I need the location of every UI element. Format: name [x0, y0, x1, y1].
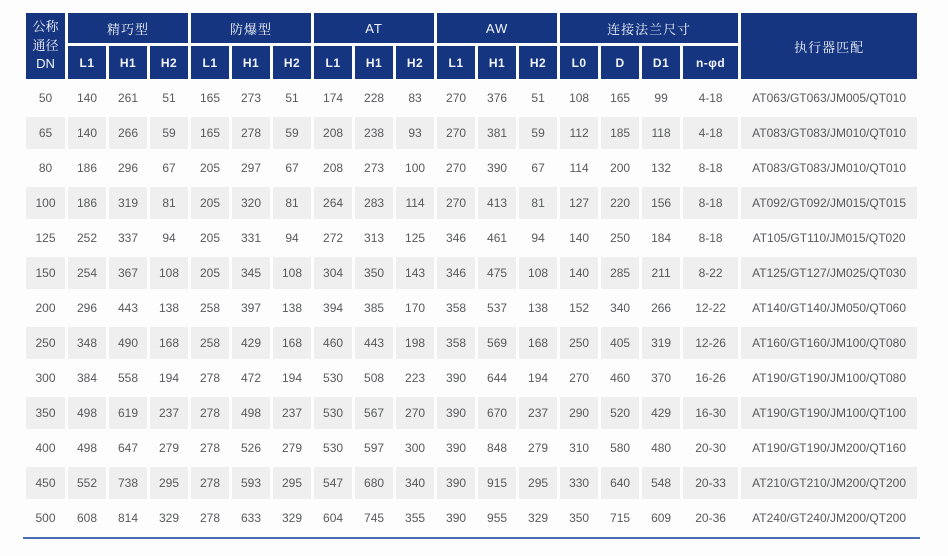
valve-spec-table [23, 10, 920, 537]
value-cell: 304 [314, 257, 352, 289]
col-flange-nphid: n-φd [683, 46, 738, 79]
dn-cell: 300 [35, 371, 56, 385]
value-cell: 569 [478, 327, 516, 359]
value-cell: 168 [273, 327, 311, 359]
table-row [26, 397, 917, 429]
value-cell: 4-18 [683, 117, 738, 149]
table-row [26, 327, 917, 359]
value-cell: 250 [610, 231, 631, 245]
value-cell: 194 [528, 371, 549, 385]
value-cell: 125 [405, 231, 426, 245]
value-cell: 140 [68, 117, 106, 149]
table-row [26, 152, 917, 184]
value-cell: 16-30 [683, 397, 738, 429]
dn-cell: 150 [26, 257, 65, 289]
value-cell: 108 [273, 257, 311, 289]
value-cell: 390 [446, 511, 467, 525]
value-cell: 208 [323, 161, 344, 175]
value-cell: 460 [610, 371, 631, 385]
value-cell: 108 [519, 257, 557, 289]
table-row [26, 502, 917, 534]
value-cell: 223 [405, 371, 426, 385]
actuator-cell: AT083/GT083/JM010/QT010 [741, 117, 917, 149]
value-cell: 266 [651, 301, 672, 315]
value-cell: 272 [323, 231, 344, 245]
value-cell: 358 [437, 327, 475, 359]
value-cell: 51 [162, 91, 176, 105]
value-cell: 258 [200, 301, 221, 315]
col-compact-h2: H2 [150, 46, 188, 79]
dn-line-1: 公称 [32, 18, 59, 34]
col-explosion-h2: H2 [273, 46, 311, 79]
col-header-dn [26, 13, 65, 79]
col-aw-h1: H1 [478, 46, 516, 79]
value-cell: 394 [323, 301, 344, 315]
value-cell: 278 [200, 371, 221, 385]
value-cell: 270 [569, 371, 590, 385]
actuator-cell: AT210/GT210/JM200/QT200 [741, 467, 917, 499]
value-cell: 132 [651, 161, 672, 175]
value-cell: 67 [531, 161, 545, 175]
value-cell: 597 [364, 441, 385, 455]
dn-cell: 65 [26, 117, 65, 149]
value-cell: 168 [519, 327, 557, 359]
value-cell: 508 [364, 371, 385, 385]
value-cell: 552 [68, 467, 106, 499]
value-cell: 345 [232, 257, 270, 289]
value-cell: 367 [109, 257, 147, 289]
value-cell: 205 [191, 257, 229, 289]
value-cell: 320 [232, 187, 270, 219]
col-group-explosion-proof: 防爆型 [191, 13, 311, 43]
actuator-cell: AT105/GT110/JM015/QT020 [752, 231, 906, 245]
dn-cell: 400 [35, 441, 56, 455]
col-group-aw: AW [437, 13, 557, 43]
value-cell: 390 [437, 397, 475, 429]
value-cell: 413 [478, 187, 516, 219]
value-cell: 205 [200, 231, 221, 245]
value-cell: 490 [109, 327, 147, 359]
value-cell: 100 [405, 161, 426, 175]
value-cell: 165 [191, 117, 229, 149]
value-cell: 59 [519, 117, 557, 149]
value-cell: 278 [200, 511, 221, 525]
value-cell: 186 [68, 187, 106, 219]
value-cell: 593 [232, 467, 270, 499]
col-group-compact: 精巧型 [68, 13, 188, 43]
value-cell: 385 [364, 301, 385, 315]
value-cell: 715 [610, 511, 631, 525]
value-cell: 350 [569, 511, 590, 525]
value-cell: 498 [232, 397, 270, 429]
value-cell: 340 [396, 467, 434, 499]
dn-cell: 450 [26, 467, 65, 499]
value-cell: 346 [446, 231, 467, 245]
value-cell: 567 [355, 397, 393, 429]
actuator-cell: AT083/GT083/JM010/QT010 [752, 161, 907, 175]
value-cell: 290 [560, 397, 598, 429]
value-cell: 270 [446, 161, 467, 175]
value-cell: 20-33 [683, 467, 738, 499]
table-row [26, 82, 917, 114]
dn-cell: 250 [26, 327, 65, 359]
value-cell: 258 [191, 327, 229, 359]
table-body [26, 82, 917, 534]
value-cell: 340 [610, 301, 631, 315]
value-cell: 4-18 [698, 91, 723, 105]
value-cell: 604 [323, 511, 344, 525]
value-cell: 261 [117, 91, 139, 105]
value-cell: 165 [200, 91, 221, 105]
actuator-cell: AT190/GT190/JM200/QT160 [752, 441, 907, 455]
table-row [26, 292, 917, 324]
value-cell: 108 [569, 91, 590, 105]
value-cell: 580 [610, 441, 631, 455]
value-cell: 547 [314, 467, 352, 499]
header-group-row [26, 13, 917, 43]
value-cell: 273 [241, 91, 262, 105]
col-flange-d: D [601, 46, 639, 79]
value-cell: 278 [232, 117, 270, 149]
value-cell: 283 [355, 187, 393, 219]
value-cell: 140 [560, 257, 598, 289]
value-cell: 429 [642, 397, 680, 429]
value-cell: 644 [487, 371, 508, 385]
actuator-cell: AT140/GT140/JM050/QT060 [752, 301, 907, 315]
col-aw-l1: L1 [437, 46, 475, 79]
value-cell: 93 [396, 117, 434, 149]
value-cell: 114 [396, 187, 434, 219]
actuator-cell: AT160/GT160/JM100/QT080 [741, 327, 917, 359]
table-row [26, 467, 917, 499]
col-flange-d1: D1 [642, 46, 680, 79]
value-cell: 390 [437, 467, 475, 499]
value-cell: 67 [162, 161, 176, 175]
col-group-at: AT [314, 13, 434, 43]
value-cell: 329 [528, 511, 549, 525]
value-cell: 278 [191, 397, 229, 429]
value-cell: 264 [314, 187, 352, 219]
value-cell: 647 [117, 441, 139, 455]
col-explosion-l1: L1 [191, 46, 229, 79]
value-cell: 8-22 [683, 257, 738, 289]
value-cell: 296 [117, 161, 139, 175]
dn-line-2: 通径 [32, 37, 59, 53]
value-cell: 358 [446, 301, 467, 315]
value-cell: 355 [405, 511, 426, 525]
value-cell: 254 [68, 257, 106, 289]
value-cell: 118 [642, 117, 680, 149]
value-cell: 814 [117, 511, 139, 525]
table-row [26, 257, 917, 289]
table-row [26, 432, 917, 464]
value-cell: 285 [601, 257, 639, 289]
value-cell: 278 [191, 467, 229, 499]
value-cell: 8-18 [698, 161, 723, 175]
value-cell: 480 [651, 441, 672, 455]
value-cell: 310 [569, 441, 590, 455]
value-cell: 59 [150, 117, 188, 149]
value-cell: 537 [487, 301, 508, 315]
value-cell: 297 [241, 161, 262, 175]
dn-cell: 50 [38, 91, 53, 105]
value-cell: 270 [396, 397, 434, 429]
value-cell: 165 [610, 91, 631, 105]
value-cell: 609 [651, 511, 672, 525]
value-cell: 252 [76, 231, 98, 245]
value-cell: 83 [408, 91, 422, 105]
value-cell: 94 [162, 231, 176, 245]
col-group-flange: 连接法兰尺寸 [560, 13, 738, 43]
value-cell: 370 [651, 371, 672, 385]
value-cell: 273 [364, 161, 385, 175]
value-cell: 390 [446, 371, 467, 385]
table-row [26, 362, 917, 394]
value-cell: 94 [285, 231, 299, 245]
value-cell: 174 [323, 91, 344, 105]
value-cell: 99 [654, 91, 668, 105]
value-cell: 498 [76, 441, 98, 455]
value-cell: 238 [355, 117, 393, 149]
value-cell: 194 [282, 371, 303, 385]
value-cell: 329 [158, 511, 180, 525]
value-cell: 140 [569, 231, 590, 245]
value-cell: 143 [396, 257, 434, 289]
value-cell: 329 [282, 511, 303, 525]
value-cell: 337 [117, 231, 139, 245]
value-cell: 138 [158, 301, 180, 315]
table-row [26, 222, 917, 254]
value-cell: 108 [150, 257, 188, 289]
value-cell: 184 [651, 231, 672, 245]
actuator-cell: AT125/GT127/JM025/QT030 [741, 257, 917, 289]
value-cell: 300 [405, 441, 426, 455]
value-cell: 152 [569, 301, 590, 315]
actuator-cell: AT092/GT092/JM015/QT015 [741, 187, 917, 219]
value-cell: 313 [364, 231, 385, 245]
value-cell: 228 [364, 91, 385, 105]
value-cell: 112 [560, 117, 598, 149]
value-cell: 51 [531, 91, 545, 105]
value-cell: 460 [314, 327, 352, 359]
value-cell: 397 [241, 301, 262, 315]
value-cell: 20-36 [695, 511, 726, 525]
value-cell: 200 [610, 161, 631, 175]
col-header-actuator: 执行器匹配 [741, 13, 917, 79]
value-cell: 140 [76, 91, 98, 105]
value-cell: 279 [282, 441, 303, 455]
value-cell: 156 [642, 187, 680, 219]
value-cell: 405 [601, 327, 639, 359]
value-cell: 81 [519, 187, 557, 219]
col-explosion-h1: H1 [232, 46, 270, 79]
value-cell: 376 [487, 91, 508, 105]
value-cell: 558 [117, 371, 139, 385]
value-cell: 250 [560, 327, 598, 359]
value-cell: 429 [232, 327, 270, 359]
value-cell: 915 [478, 467, 516, 499]
dn-cell: 350 [26, 397, 65, 429]
value-cell: 295 [273, 467, 311, 499]
value-cell: 237 [150, 397, 188, 429]
value-cell: 138 [282, 301, 303, 315]
value-cell: 530 [314, 397, 352, 429]
value-cell: 278 [200, 441, 221, 455]
value-cell: 8-18 [698, 231, 723, 245]
value-cell: 138 [528, 301, 549, 315]
value-cell: 738 [109, 467, 147, 499]
value-cell: 390 [446, 441, 467, 455]
value-cell: 461 [487, 231, 508, 245]
actuator-cell: AT063/GT063/JM005/QT010 [752, 91, 907, 105]
value-cell: 168 [150, 327, 188, 359]
value-cell: 59 [273, 117, 311, 149]
value-cell: 848 [487, 441, 508, 455]
value-cell: 237 [519, 397, 557, 429]
value-cell: 608 [76, 511, 98, 525]
value-cell: 170 [405, 301, 426, 315]
value-cell: 443 [117, 301, 139, 315]
table-header [26, 13, 917, 79]
actuator-cell: AT190/GT190/JM100/QT080 [752, 371, 907, 385]
value-cell: 279 [158, 441, 180, 455]
value-cell: 472 [241, 371, 262, 385]
value-cell: 295 [519, 467, 557, 499]
value-cell: 220 [601, 187, 639, 219]
value-cell: 955 [487, 511, 508, 525]
value-cell: 185 [601, 117, 639, 149]
value-cell: 127 [560, 187, 598, 219]
value-cell: 548 [642, 467, 680, 499]
dn-cell: 500 [35, 511, 56, 525]
value-cell: 51 [285, 91, 299, 105]
value-cell: 16-26 [695, 371, 726, 385]
value-cell: 475 [478, 257, 516, 289]
value-cell: 520 [601, 397, 639, 429]
valve-spec-table-container [23, 10, 920, 539]
col-compact-l1: L1 [68, 46, 106, 79]
value-cell: 12-22 [695, 301, 726, 315]
col-at-l1: L1 [314, 46, 352, 79]
value-cell: 186 [76, 161, 98, 175]
value-cell: 498 [68, 397, 106, 429]
value-cell: 348 [68, 327, 106, 359]
value-cell: 8-18 [683, 187, 738, 219]
table-bottom-divider [23, 537, 920, 539]
value-cell: 198 [396, 327, 434, 359]
value-cell: 237 [273, 397, 311, 429]
value-cell: 279 [528, 441, 549, 455]
actuator-cell: AT190/GT190/JM100/QT100 [741, 397, 917, 429]
value-cell: 211 [642, 257, 680, 289]
value-cell: 94 [531, 231, 545, 245]
value-cell: 20-30 [695, 441, 726, 455]
value-cell: 526 [241, 441, 262, 455]
dn-line-3: DN [36, 56, 55, 72]
table-row [26, 117, 917, 149]
value-cell: 81 [273, 187, 311, 219]
dn-cell: 125 [35, 231, 56, 245]
value-cell: 266 [109, 117, 147, 149]
value-cell: 633 [241, 511, 262, 525]
col-compact-h1: H1 [109, 46, 147, 79]
value-cell: 194 [158, 371, 180, 385]
value-cell: 270 [437, 117, 475, 149]
value-cell: 384 [76, 371, 98, 385]
value-cell: 319 [109, 187, 147, 219]
actuator-cell: AT240/GT240/JM200/QT200 [752, 511, 907, 525]
value-cell: 12-26 [683, 327, 738, 359]
value-cell: 443 [355, 327, 393, 359]
value-cell: 270 [437, 187, 475, 219]
value-cell: 296 [76, 301, 98, 315]
dn-cell: 200 [35, 301, 56, 315]
value-cell: 205 [200, 161, 221, 175]
value-cell: 330 [560, 467, 598, 499]
value-cell: 619 [109, 397, 147, 429]
value-cell: 319 [642, 327, 680, 359]
value-cell: 390 [487, 161, 508, 175]
value-cell: 745 [364, 511, 385, 525]
col-flange-l0: L0 [560, 46, 598, 79]
dn-cell: 100 [26, 187, 65, 219]
value-cell: 670 [478, 397, 516, 429]
value-cell: 114 [569, 161, 589, 175]
dn-cell: 80 [38, 161, 53, 175]
col-at-h1: H1 [355, 46, 393, 79]
value-cell: 680 [355, 467, 393, 499]
value-cell: 208 [314, 117, 352, 149]
value-cell: 81 [150, 187, 188, 219]
table-row [26, 187, 917, 219]
value-cell: 295 [150, 467, 188, 499]
value-cell: 346 [437, 257, 475, 289]
value-cell: 270 [446, 91, 467, 105]
value-cell: 530 [323, 371, 344, 385]
value-cell: 67 [285, 161, 299, 175]
value-cell: 530 [323, 441, 344, 455]
value-cell: 640 [601, 467, 639, 499]
col-at-h2: H2 [396, 46, 434, 79]
col-aw-h2: H2 [519, 46, 557, 79]
value-cell: 205 [191, 187, 229, 219]
value-cell: 350 [355, 257, 393, 289]
value-cell: 331 [241, 231, 262, 245]
value-cell: 381 [478, 117, 516, 149]
